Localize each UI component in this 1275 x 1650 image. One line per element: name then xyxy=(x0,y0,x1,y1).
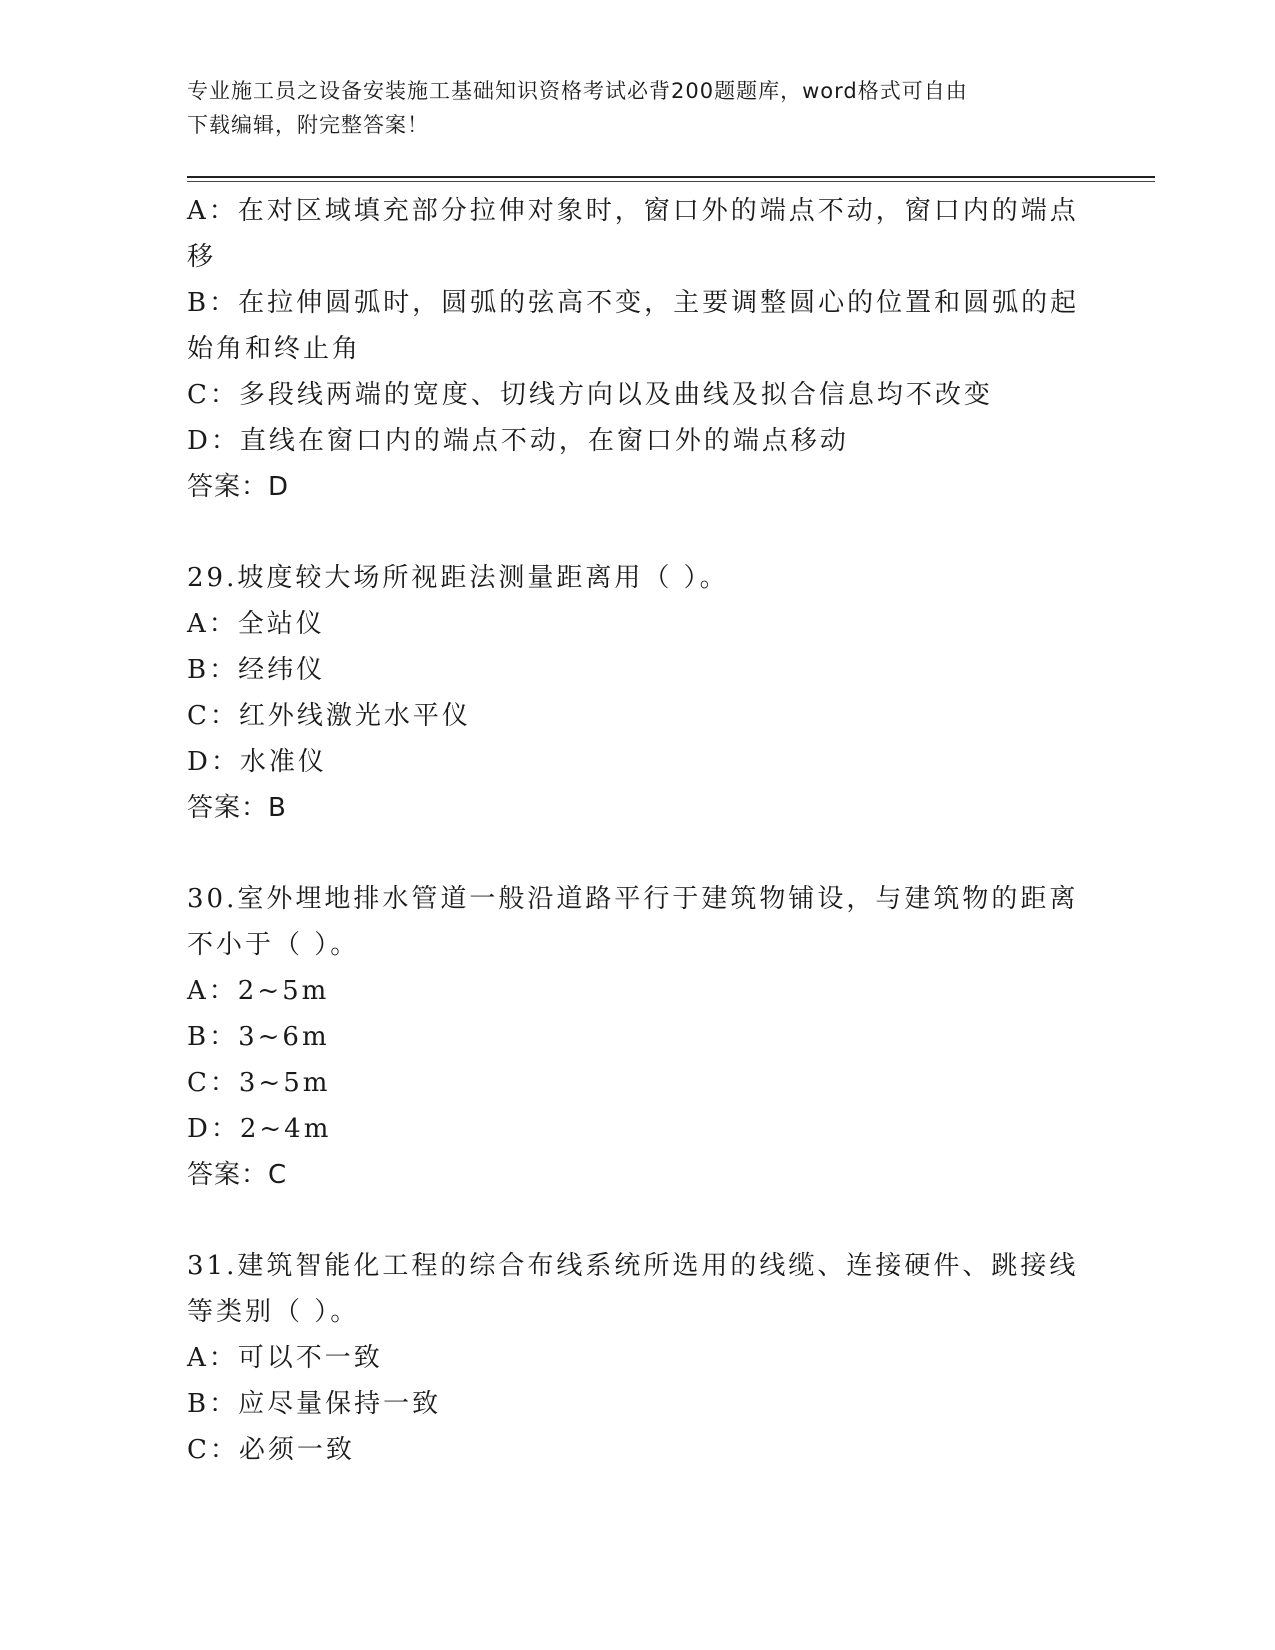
option-a-line-1: A：在对区域填充部分拉伸对象时，窗口外的端点不动，窗口内的端点 xyxy=(187,196,1079,226)
option-d: D：2~4m xyxy=(187,1114,332,1144)
header-line-2: 下载编辑，附完整答案！ xyxy=(187,113,429,137)
question-text-line-1: 30.室外埋地排水管道一般沿道路平行于建筑物铺设，与建筑物的距离 xyxy=(187,884,1079,914)
question-text-line-1: 31.建筑智能化工程的综合布线系统所选用的线缆、连接硬件、跳接线 xyxy=(187,1251,1079,1281)
option-b: B：3~6m xyxy=(187,1022,330,1052)
option-d: D：水准仪 xyxy=(187,747,327,777)
option-a: A：可以不一致 xyxy=(187,1343,383,1373)
answer: 答案：B xyxy=(187,793,287,823)
question-text-line-2: 不小于（ ）。 xyxy=(187,930,360,960)
question-text-line-2: 等类别（ ）。 xyxy=(187,1297,360,1327)
question-31 xyxy=(187,1243,1087,1473)
answer: 答案：C xyxy=(187,1160,288,1190)
option-c: C：3~5m xyxy=(187,1068,331,1098)
option-c: C：多段线两端的宽度、切线方向以及曲线及拟合信息均不改变 xyxy=(187,380,993,410)
spacer xyxy=(187,831,1087,876)
question-28 xyxy=(187,188,1087,510)
option-b: B：应尽量保持一致 xyxy=(187,1389,442,1419)
header-line-1: 专业施工员之设备安装施工基础知识资格考试必背200题题库，word格式可自由 xyxy=(187,79,968,103)
option-a: A：全站仪 xyxy=(187,609,325,639)
option-b-line-1: B：在拉伸圆弧时，圆弧的弦高不变，主要调整圆心的位置和圆弧的起 xyxy=(187,288,1080,318)
question-29 xyxy=(187,555,1087,831)
header-divider-thin xyxy=(187,181,1155,182)
answer: 答案：D xyxy=(187,472,290,502)
question-list xyxy=(187,188,1087,1473)
option-a: A：2~5m xyxy=(187,976,330,1006)
option-a-line-2: 移 xyxy=(187,242,217,272)
option-d: D：直线在窗口内的端点不动，在窗口外的端点移动 xyxy=(187,426,849,456)
header-divider-thick xyxy=(187,176,1155,178)
document-header xyxy=(187,74,1067,142)
spacer xyxy=(187,1198,1087,1243)
question-text: 29.坡度较大场所视距法测量距离用（ ）。 xyxy=(187,563,729,593)
spacer xyxy=(187,510,1087,555)
option-b: B：经纬仪 xyxy=(187,655,326,685)
option-c: C：必须一致 xyxy=(187,1435,355,1465)
option-b-line-2: 始角和终止角 xyxy=(187,334,362,364)
option-c: C：红外线激光水平仪 xyxy=(187,701,471,731)
question-30 xyxy=(187,876,1087,1198)
